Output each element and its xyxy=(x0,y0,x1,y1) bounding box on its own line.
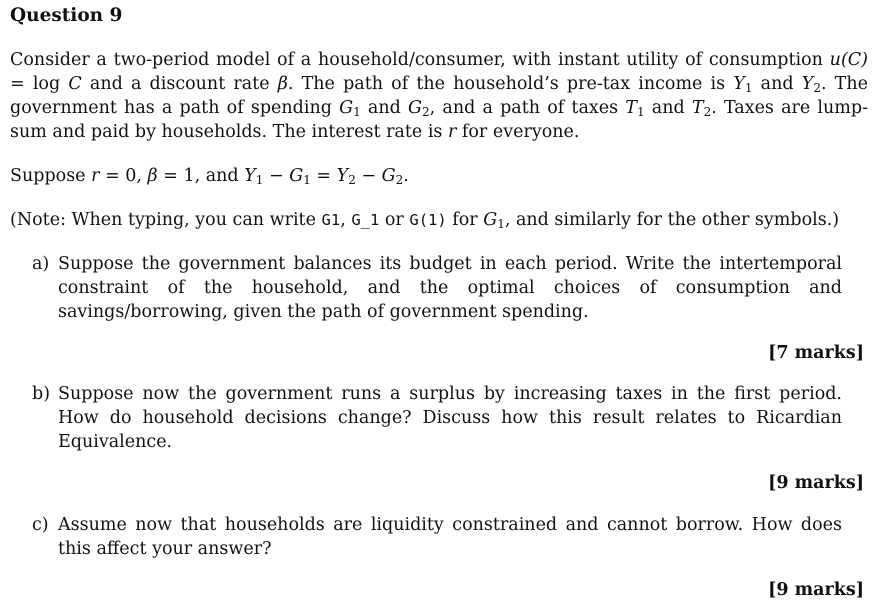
math-utility: u(C) xyxy=(829,50,868,70)
part-a xyxy=(10,252,868,324)
note-paragraph: (Note: When typing, you can write G1, G_1 or G(1) for $G_1$, and similarly for the other symbols.) xyxy=(10,210,840,231)
math-y1: $Y_1$ xyxy=(244,166,264,187)
part-a-marks: [7 marks] xyxy=(768,343,864,363)
intro-text-and-2: and xyxy=(644,98,692,118)
math-g1: $G_1$ xyxy=(339,98,361,119)
math-g2: $G_2$ xyxy=(381,166,404,187)
math-g1: $G_1$ xyxy=(483,210,505,231)
math-y1: $Y_1$ xyxy=(733,74,753,95)
code-g1: G1 xyxy=(321,211,341,229)
part-c-text: Assume now that households are liquidity constrained and cannot borrow. How does this affect your answer? xyxy=(58,515,842,559)
intro-text-2: = log xyxy=(10,74,69,94)
math-y2: $Y_2$ xyxy=(801,74,821,95)
intro-text-6: . The government has a path of spending xyxy=(10,74,868,118)
math-r: r xyxy=(447,122,457,142)
intro-text-9: for everyone. xyxy=(456,122,580,142)
code-g-underscore-1: G_1 xyxy=(351,211,380,229)
part-b-text: Suppose now the government runs a surplus by increasing taxes in the first period. How do household decisions change? Discuss how this result relates to Ricardian Equivalence. xyxy=(58,384,842,452)
intro-text-8: . Taxes are lump-sum and paid by households. The interest rate is xyxy=(10,98,869,142)
intro-text-3: and a discount rate xyxy=(81,74,278,94)
math-beta: β xyxy=(277,74,288,94)
part-c-label: c) xyxy=(32,515,49,535)
part-c xyxy=(10,513,868,561)
question-title: Question 9 xyxy=(10,5,123,26)
math-y2: $Y_2$ xyxy=(336,166,356,187)
question-page xyxy=(10,4,868,602)
part-a-text: Suppose the government balances its budget in each period. Write the intertemporal constraint of the household, and the optimal choices of consumption and savings/borrowing, given the path of government spending. xyxy=(58,254,842,322)
part-c-marks: [9 marks] xyxy=(768,580,864,600)
part-b-marks: [9 marks] xyxy=(768,473,864,493)
part-b-label: b) xyxy=(32,384,51,404)
intro-paragraph xyxy=(10,48,868,144)
part-b xyxy=(10,382,868,454)
math-t1: $T_1$ xyxy=(625,98,645,119)
math-t2: $T_2$ xyxy=(691,98,712,119)
math-g1: $G_1$ xyxy=(289,166,311,187)
math-consumption: C xyxy=(68,74,82,94)
suppose-paragraph: Suppose r = 0, β = 1, and $Y_1 - G_1 = Y_2 - G_2$. xyxy=(10,166,409,187)
intro-text-1: Consider a two-period model of a household/consumer, with instant utility of consumption xyxy=(10,50,830,70)
intro-text-5: and xyxy=(752,74,802,94)
intro-text-4: . The path of the household’s pre-tax income is xyxy=(287,74,734,94)
intro-text-7: , and a path of taxes xyxy=(429,98,626,118)
math-g2: $G_2$ xyxy=(408,98,430,119)
part-a-label: a) xyxy=(32,254,50,274)
intro-text-and-1: and xyxy=(360,98,409,118)
question-parts xyxy=(10,252,868,602)
code-g-paren-1: G(1) xyxy=(409,211,447,229)
